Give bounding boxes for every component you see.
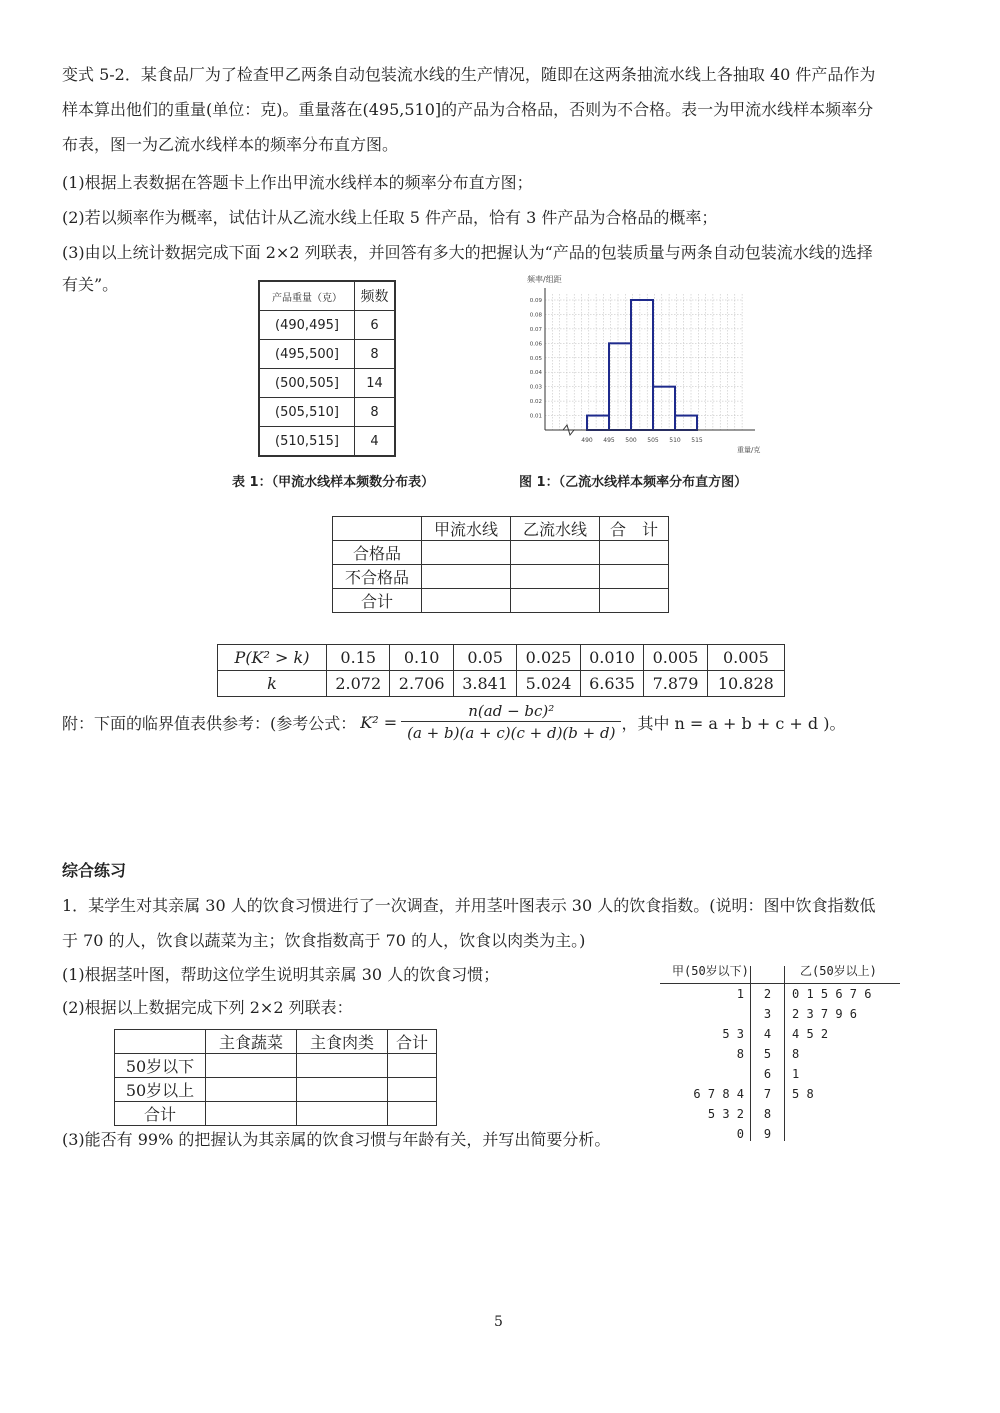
question-2: (2)若以频率作为概率，试估计从乙流水线上任取 5 件产品，恰有 3 件产品为合格品的概率； <box>62 208 718 227</box>
formula-fraction <box>401 702 621 742</box>
table1-interval: (490,495] <box>259 311 355 340</box>
histogram-bar <box>587 416 609 430</box>
table1-header-count: 频数 <box>355 281 396 311</box>
table-row <box>333 565 669 589</box>
pk-p-value: 0.025 <box>517 645 580 671</box>
pk-p-value: 0.10 <box>390 645 453 671</box>
ct2-header-blank <box>115 1030 206 1054</box>
ct2-cell[interactable] <box>388 1054 437 1078</box>
intro-line-1: 变式 5-2．某食品厂为了检查甲乙两条自动包装流水线的生产情况，随即在这两条抽流水线上各抽取 40 件产品作为 <box>62 65 876 84</box>
table-row <box>259 427 395 457</box>
x-tick-label: 495 <box>603 437 615 444</box>
intro-line-2: 样本算出他们的重量(单位：克)。重量落在(495,510]的产品为合格品，否则为不合格。表一为甲流水线样本频率分 <box>62 100 874 119</box>
y-tick-label: 0.04 <box>529 370 542 377</box>
ct1-header-jia: 甲流水线 <box>422 517 511 541</box>
stemleaf-stem: 3 <box>763 1007 772 1021</box>
section-title: 综合练习 <box>62 861 127 880</box>
ct1-header-total: 合 计 <box>600 517 669 541</box>
stemleaf-left-leaves: 0 <box>736 1127 744 1141</box>
table-row <box>115 1054 437 1078</box>
stemleaf-stem: 9 <box>763 1127 772 1141</box>
x-tick-label: 515 <box>691 437 703 444</box>
ct1-row-label: 合格品 <box>333 541 422 565</box>
pk-k-value: 6.635 <box>580 671 643 697</box>
table1-count: 4 <box>355 427 396 457</box>
ct2-row-label: 50岁以下 <box>115 1054 206 1078</box>
histogram-y-axis-label: 频率/组距 <box>527 275 562 284</box>
ct2-cell[interactable] <box>297 1078 388 1102</box>
ct2-row-label: 50岁以上 <box>115 1078 206 1102</box>
stemleaf-left-title: 甲(50岁以下) <box>672 964 749 978</box>
section2-question-1: (1)根据茎叶图，帮助这位学生说明其亲属 30 人的饮食习惯； <box>62 965 500 984</box>
ct1-cell[interactable] <box>422 541 511 565</box>
pk-k-value: 2.706 <box>390 671 453 697</box>
histogram-yi <box>515 270 785 465</box>
table1-interval: (500,505] <box>259 369 355 398</box>
table1-count: 14 <box>355 369 396 398</box>
ct2-row-label: 合计 <box>115 1102 206 1126</box>
y-tick-label: 0.02 <box>529 399 542 406</box>
section2-p1-line2: 于 70 的人，饮食以蔬菜为主；饮食指数高于 70 的人，饮食以肉类为主。) <box>62 931 586 950</box>
stemleaf-left-leaves: 6 7 8 4 <box>693 1087 744 1101</box>
stemleaf-right-divider <box>784 966 785 1141</box>
ct2-header-meat: 主食肉类 <box>297 1030 388 1054</box>
ct1-header-blank <box>333 517 422 541</box>
pk-p-value: 0.15 <box>327 645 390 671</box>
table1-count: 6 <box>355 311 396 340</box>
ct2-header-total: 合计 <box>388 1030 437 1054</box>
stemleaf-right-leaves: 2 3 7 9 6 <box>792 1007 858 1021</box>
table-row <box>333 589 669 613</box>
table1-interval: (505,510] <box>259 398 355 427</box>
pk-p-value: 0.005 <box>644 645 707 671</box>
x-tick-label: 505 <box>647 437 659 444</box>
x-tick-label: 490 <box>581 437 593 444</box>
stemleaf-left-leaves: 1 <box>736 987 744 1001</box>
ct1-cell[interactable] <box>422 589 511 613</box>
ct1-cell[interactable] <box>422 565 511 589</box>
stemleaf-stem: 4 <box>763 1027 772 1041</box>
section2-question-2: (2)根据以上数据完成下列 2×2 列联表： <box>62 998 353 1017</box>
stemleaf-right-title: 乙(50岁以上) <box>800 964 877 978</box>
formula-line <box>62 702 845 742</box>
stemleaf-stem: 6 <box>763 1067 772 1081</box>
frequency-table-jia <box>258 280 396 457</box>
y-tick-label: 0.08 <box>529 312 542 319</box>
y-tick-label: 0.07 <box>529 326 542 333</box>
y-tick-label: 0.06 <box>529 341 542 348</box>
histogram-bar <box>675 416 697 430</box>
stemleaf-right-leaves: 5 8 <box>792 1087 814 1101</box>
table1-interval: (495,500] <box>259 340 355 369</box>
stemleaf-stem: 7 <box>763 1087 772 1101</box>
pk-row2-label: k <box>218 671 327 697</box>
section2-p1-line1: 1．某学生对其亲属 30 人的饮食习惯进行了一次调查，并用茎叶图表示 30 人的饮食指数。(说明：图中饮食指数低 <box>62 896 876 915</box>
table-row <box>333 541 669 565</box>
stemleaf-left-leaves <box>660 1004 744 1024</box>
x-tick-label: 500 <box>625 437 637 444</box>
ct2-cell[interactable] <box>206 1054 297 1078</box>
ct2-cell[interactable] <box>206 1078 297 1102</box>
question-3-line-2: 有关”。 <box>62 275 119 294</box>
stemleaf-stem: 5 <box>763 1047 772 1061</box>
histogram-bar <box>631 300 653 430</box>
pk-k-value: 3.841 <box>453 671 516 697</box>
formula-prefix: 附：下面的临界值表供参考：(参考公式： <box>62 713 357 733</box>
pk-k-value: 10.828 <box>707 671 784 697</box>
stemleaf-stem: 2 <box>763 987 772 1001</box>
table-row <box>259 398 395 427</box>
pk-k-value: 5.024 <box>517 671 580 697</box>
y-tick-label: 0.03 <box>529 384 542 391</box>
formula-lhs: K² = <box>360 712 398 732</box>
pk-p-value: 0.05 <box>453 645 516 671</box>
page-number: 5 <box>494 1314 503 1330</box>
intro-line-3: 布表，图一为乙流水线样本的频率分布直方图。 <box>62 135 399 154</box>
contingency-table-2 <box>114 1029 437 1126</box>
y-tick-label: 0.05 <box>529 355 542 362</box>
ct2-cell[interactable] <box>388 1102 437 1126</box>
stemleaf-left-leaves: 8 <box>736 1047 744 1061</box>
stemleaf-right-leaves: 4 5 2 <box>792 1027 829 1041</box>
formula-numerator: n(ad − bc)² <box>468 702 555 720</box>
formula-suffix: ，其中 n = a + b + c + d )。 <box>621 713 846 733</box>
table1-interval: (510,515] <box>259 427 355 457</box>
stemleaf-left-leaves: 5 3 <box>722 1027 744 1041</box>
stemleaf-right-leaves: 1 <box>792 1067 800 1081</box>
histogram-x-axis-label: 重量/克 <box>737 446 761 454</box>
pk-k-value: 7.879 <box>644 671 707 697</box>
ct1-header-yi: 乙流水线 <box>511 517 600 541</box>
section2-question-3: (3)能否有 99% 的把握认为其亲属的饮食习惯与年龄有关，并写出简要分析。 <box>62 1130 611 1149</box>
histogram-axes <box>545 288 755 435</box>
ct1-cell[interactable] <box>511 541 600 565</box>
table-row <box>259 340 395 369</box>
y-tick-label: 0.09 <box>529 298 542 304</box>
ct1-cell[interactable] <box>511 565 600 589</box>
pk-row1-label: P(K² > k) <box>218 645 327 671</box>
table-row <box>259 369 395 398</box>
critical-value-table <box>217 644 785 697</box>
stemleaf-left-leaves: 5 3 2 <box>707 1107 744 1121</box>
pk-p-value: 0.005 <box>707 645 784 671</box>
table-row <box>115 1102 437 1126</box>
y-tick-label: 0.01 <box>529 413 542 420</box>
table1-header-weight: 产品重量（克） <box>259 281 355 311</box>
pk-k-value: 2.072 <box>327 671 390 697</box>
x-tick-label: 510 <box>669 437 681 444</box>
question-1: (1)根据上表数据在答题卡上作出甲流水线样本的频率分布直方图； <box>62 173 533 192</box>
stemleaf-stem: 8 <box>763 1107 772 1121</box>
histogram-caption: 图 1：（乙流水线样本频率分布直方图） <box>519 475 748 490</box>
ct1-cell[interactable] <box>511 589 600 613</box>
histogram-x-tick-labels <box>581 437 703 444</box>
stemleaf-right-leaves: 8 <box>792 1047 800 1061</box>
ct1-row-label: 不合格品 <box>333 565 422 589</box>
stemleaf-right-leaves: 0 1 5 6 7 6 <box>792 987 872 1001</box>
ct2-header-veg: 主食蔬菜 <box>206 1030 297 1054</box>
formula-denominator: (a + b)(a + c)(c + d)(b + d) <box>401 721 621 742</box>
table1-caption: 表 1：（甲流水线样本频数分布表） <box>232 475 435 490</box>
ct1-cell[interactable] <box>600 589 669 613</box>
ct2-cell[interactable] <box>297 1102 388 1126</box>
histogram-grid <box>545 294 743 430</box>
table1-count: 8 <box>355 398 396 427</box>
table-row <box>115 1078 437 1102</box>
contingency-table-1 <box>332 516 669 613</box>
ct2-cell[interactable] <box>297 1054 388 1078</box>
ct1-cell[interactable] <box>600 541 669 565</box>
pk-p-value: 0.010 <box>580 645 643 671</box>
ct2-cell[interactable] <box>206 1102 297 1126</box>
ct1-cell[interactable] <box>600 565 669 589</box>
ct2-cell[interactable] <box>388 1078 437 1102</box>
ct1-row-label: 合计 <box>333 589 422 613</box>
stemleaf-left-leaves <box>660 1064 744 1084</box>
table1-count: 8 <box>355 340 396 369</box>
table-row <box>259 311 395 340</box>
histogram-y-tick-labels <box>530 298 543 420</box>
histogram-bar <box>653 387 675 430</box>
question-3-line-1: (3)由以上统计数据完成下面 2×2 列联表，并回答有多大的把握认为“产品的包装质量与两条自动包装流水线的选择 <box>62 243 873 262</box>
stem-leaf-plot <box>660 962 900 1147</box>
